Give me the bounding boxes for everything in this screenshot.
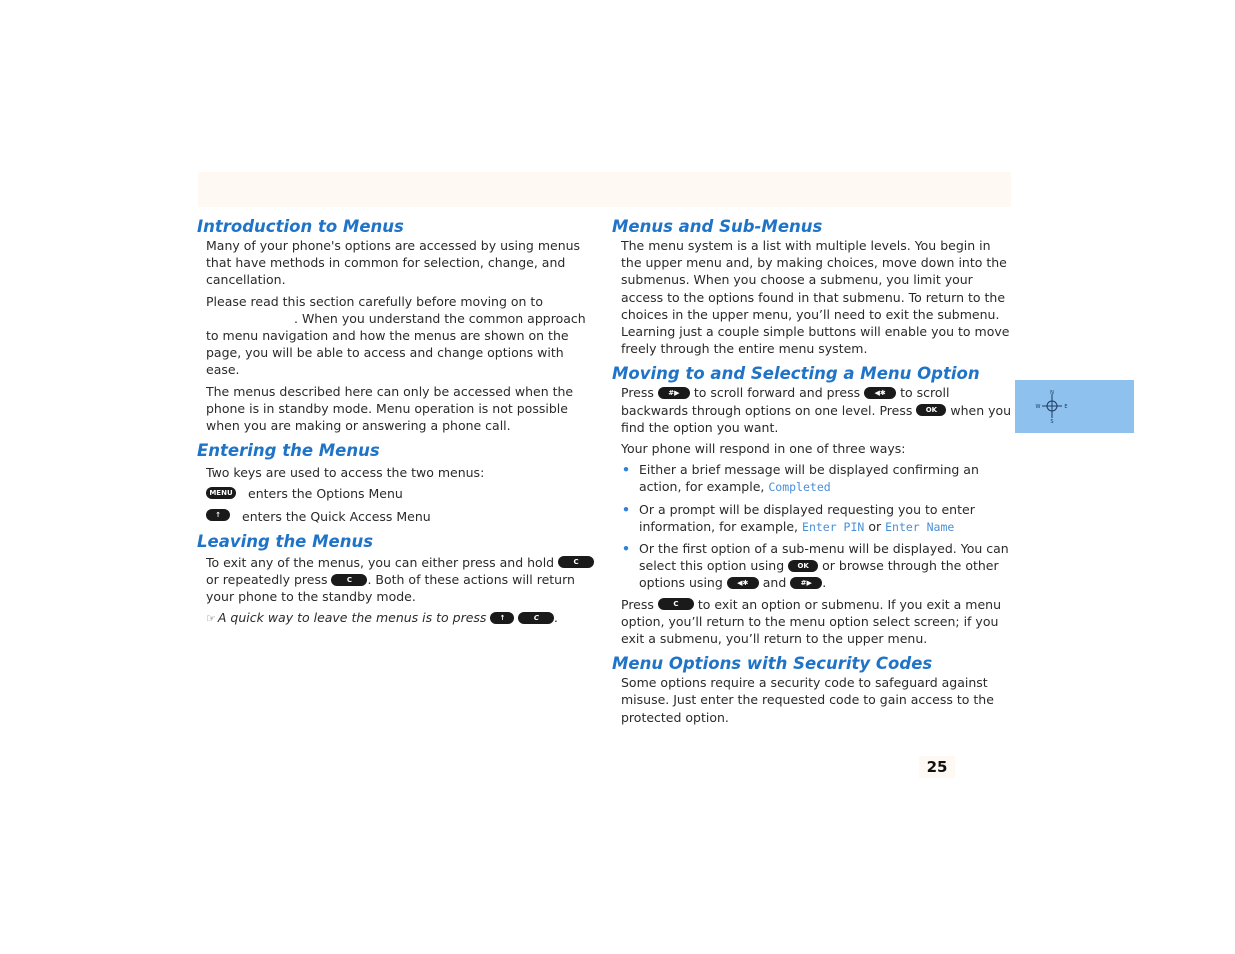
options-menu-row [206, 485, 597, 502]
intro-p2-end: . When you understand the common approach to menu navigation and how the menus are shown on the page, you will be able to access and change options with ease. [206, 310, 586, 378]
section-moving [612, 364, 1012, 647]
page-number: 25 [919, 756, 955, 778]
intro-paragraph-1: Many of your phone's options are accessed by using menus that have methods in common for selection, change, and cancellation. [206, 238, 581, 288]
compass-e: E [1064, 404, 1068, 410]
c-key-icon: C [558, 556, 594, 568]
section-security [612, 654, 1012, 726]
c-key-icon: C [331, 574, 367, 586]
list-item [621, 461, 1012, 496]
heading-entering: Entering the Menus [197, 441, 380, 461]
bullet-icon: • [622, 541, 630, 557]
tip-paragraph [206, 609, 597, 627]
quick-access-row [206, 508, 597, 525]
moving-p3-end: to exit an option or submenu. If you exit a menu option, you’ll return to the menu option select screen; if you exit a submenu, you’ll return to the upper menu. [621, 596, 1002, 647]
submenus-paragraph: The menu system is a list with multiple levels. You begin in the upper menu and, by making choices, move down into the submenus. When you choose a submenu, you limit your access to the options found in that submenu. To return to the choices in the upper menu, you’ll need to exit the submenu. Learning just a couple simple buttons will enable you to move freely through the entire menu system. [621, 238, 1010, 357]
bullet-3-text-2: or browse through the other options using [639, 558, 999, 591]
bullet-icon: • [622, 462, 630, 478]
quick-access-text: enters the Quick Access Menu [242, 508, 431, 524]
intro-p2-start: Please read this section carefully before moving on to [206, 293, 543, 309]
intro-paragraph-2 [206, 293, 597, 379]
compass-icon [1034, 388, 1070, 424]
ok-key-icon: OK [916, 404, 946, 416]
leaving-text-2: or repeatedly press [206, 572, 328, 588]
section-submenus [612, 217, 1012, 357]
hash-key-icon: #▶ [790, 577, 822, 589]
tip-text: A quick way to leave the menus is to press [217, 610, 487, 626]
compass-s: S [1050, 419, 1054, 424]
pointing-hand-icon: ☞ [206, 612, 216, 626]
moving-text-3: to scroll backwards through options on one level. Press [621, 385, 950, 418]
chapter-side-tab [1015, 380, 1134, 433]
list-item [621, 540, 1012, 592]
code-enter-pin: Enter PIN [802, 519, 865, 534]
code-completed: Completed [768, 480, 831, 495]
c-key-icon: C [518, 612, 554, 624]
left-column [197, 217, 597, 635]
heading-submenus: Menus and Sub-Menus [612, 217, 823, 236]
leaving-text-1: To exit any of the menus, you can either press and hold [206, 554, 555, 570]
star-key-icon: ◀✱ [864, 387, 896, 399]
moving-paragraph-2: Your phone will respond in one of three ways: [621, 441, 906, 457]
menu-key-icon: MENU [206, 487, 236, 499]
entering-intro: Two keys are used to access the two menus: [206, 465, 485, 481]
moving-p3-start: Press [621, 596, 654, 612]
ok-key-icon: OK [788, 560, 818, 572]
tip-end: . [554, 610, 559, 626]
bullet-2-or: or [868, 518, 882, 534]
bullet-1-text: Either a brief message will be displayed confirming an action, for example, [639, 462, 979, 495]
options-menu-text: enters the Options Menu [248, 486, 403, 502]
moving-paragraph-3 [621, 596, 1012, 648]
code-enter-name: Enter Name [885, 519, 955, 534]
bullet-icon: • [622, 501, 630, 517]
moving-paragraph-1 [621, 384, 1012, 436]
bullet-2-text: Or a prompt will be displayed requesting you to enter information, for example, [639, 501, 975, 534]
section-leaving [197, 532, 597, 628]
leaving-text-3: . Both of these actions will return your phone to the standby mode. [206, 572, 575, 605]
bullet-3-text-1: Or the first option of a sub-menu will be displayed. You can select this option using [639, 541, 1009, 574]
star-key-icon: ◀✱ [727, 577, 759, 589]
up-key-icon: ↑ [490, 612, 514, 624]
heading-security: Menu Options with Security Codes [612, 654, 933, 674]
moving-text-4: when you find the option you want. [621, 402, 1012, 435]
list-item [621, 501, 1012, 536]
heading-introduction: Introduction to Menus [197, 217, 404, 236]
heading-leaving: Leaving the Menus [197, 531, 374, 551]
section-introduction [197, 217, 597, 434]
bullet-3-end: . [822, 575, 827, 591]
intro-paragraph-3: The menus described here can only be accessed when the phone is in standby mode. Menu operation is not possible when you are making or answering a phone call. [206, 383, 574, 434]
security-paragraph: Some options require a security code to safeguard against misuse. Just enter the requested code to gain access to the protected option. [621, 675, 994, 725]
moving-text-1: Press [621, 385, 654, 401]
c-key-icon: C [658, 598, 694, 610]
heading-moving: Moving to and Selecting a Menu Option [612, 364, 980, 384]
leaving-paragraph [206, 554, 597, 606]
response-list [621, 461, 1012, 591]
bullet-3-and: and [762, 575, 787, 591]
right-column [612, 217, 1012, 733]
compass-n: N [1050, 390, 1054, 396]
hash-key-icon: #▶ [658, 387, 690, 399]
section-entering [197, 441, 597, 525]
moving-text-2: to scroll forward and press [693, 385, 861, 401]
compass-w: W [1035, 404, 1041, 410]
up-key-icon: ↑ [206, 509, 230, 521]
header-band [198, 172, 1011, 207]
